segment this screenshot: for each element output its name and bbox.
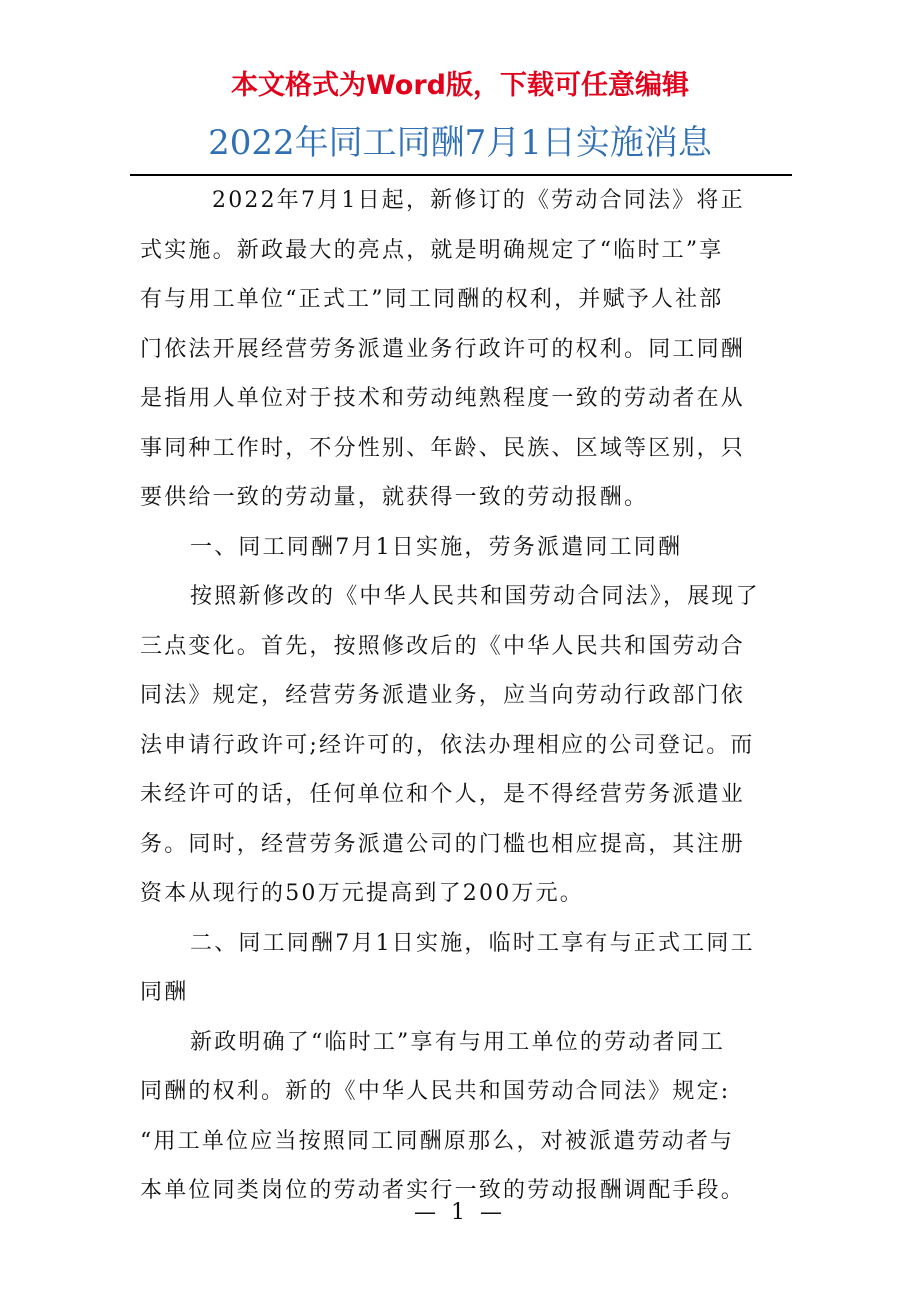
paragraph-line: 资本从现行的50万元提高到了200万元。	[140, 881, 584, 906]
paragraph-line: 要供给一致的劳动量，就获得一致的劳动报酬。	[140, 485, 649, 510]
paragraph-line: 式实施。新政最大的亮点，就是明确规定了“临时工”享	[140, 237, 724, 263]
paragraph-line: 是指用人单位对于技术和劳动纯熟程度一致的劳动者在从	[140, 386, 746, 411]
paragraph-line: 未经许可的话，任何单位和个人，是不得经营劳务派遣业	[140, 782, 746, 807]
paragraph-line: 务。同时，经营劳务派遣公司的门槛也相应提高，其注册	[140, 831, 746, 857]
paragraph-line: 按照新修改的《中华人民共和国劳动合同法》，展现了	[190, 584, 760, 609]
paragraph-line: 同酬的权利。新的《中华人民共和国劳动合同法》规定:	[140, 1079, 731, 1104]
section-heading: 一、同工同酬7月1日实施，劳务派遣同工同酬	[190, 534, 683, 560]
paragraph-line: 同法》规定，经营劳务派遣业务，应当向劳动行政部门依	[140, 683, 746, 708]
paragraph-line: 门依法开展经营劳务派遣业务行政许可的权利。同工同酬	[140, 336, 746, 362]
format-notice: 本文格式为Word版，下载可任意编辑	[230, 70, 689, 101]
section-heading: 二、同工同酬7月1日实施，临时工享有与正式工同工	[190, 930, 755, 956]
paragraph-line: 三点变化。首先，按照修改后的《中华人民共和国劳动合	[140, 633, 746, 659]
paragraph-line: 新政明确了“临时工”享有与用工单位的劳动者同工	[190, 1029, 726, 1055]
paragraph-line: “用工单位应当按照同工同酬原那么，对被派遣劳动者与	[140, 1128, 735, 1154]
paragraph-line: 有与用工单位“正式工”同工同酬的权利，并赋予人社部	[140, 287, 724, 312]
paragraph-line: 本单位同类岗位的劳动者实行一致的劳动报酬调配手段。	[140, 1178, 746, 1203]
page-number: — 1 —	[414, 1200, 506, 1225]
paragraph-line: 法申请行政许可;经许可的，依法办理相应的公司登记。而	[140, 732, 755, 758]
paragraph-line: 事同种工作时，不分性别、年龄、民族、区域等区别，只	[140, 435, 746, 461]
document-body	[140, 180, 782, 1211]
section-heading: 同酬	[140, 980, 189, 1005]
paragraph-line: 2022年7月1日起，新修订的《劳动合同法》将正	[212, 188, 745, 213]
title-divider	[130, 174, 792, 176]
document-title: 2022年同工同酬7月1日实施消息	[208, 123, 712, 163]
